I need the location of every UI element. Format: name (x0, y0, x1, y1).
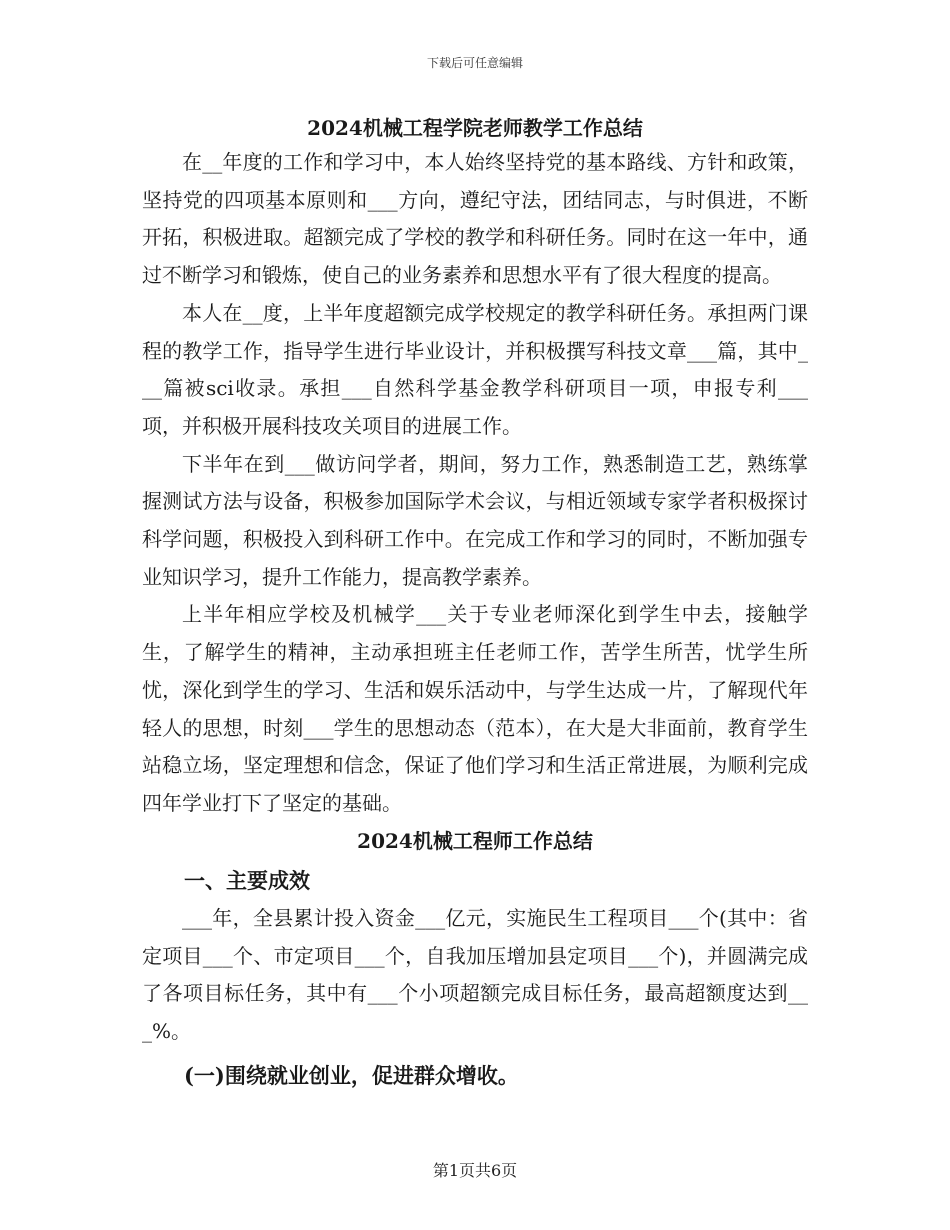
paragraph-4: 上半年相应学校及机械学___关于专业老师深化到学生中去，接触学生，了解学生的精神，主动承担班主任老师工作，苦学生所苦，忧学生所忧，深化到学生的学习、生活和娱乐活动中，与学生达成一片，了解现代年轻人的思想，时刻___学生的思想动态（范本），在大是大非面前，教育学生站稳立场，坚定理想和信念，保证了他们学习和生活正常进展，为顺利完成四年学业打下了坚定的基础。 (142, 602, 808, 815)
paragraph-2: 本人在__度，上半年度超额完成学校规定的教学科研任务。承担两门课程的教学工作，指导学生进行毕业设计，并积极撰写科技文章___篇，其中___篇被sci收录。承担___自然科学基金教学科研项目一项，申报专利___项，并积极开展科技攻关项目的进展工作。 (142, 300, 808, 438)
header-note: 下载后可任意编辑 (426, 56, 523, 70)
document-body (142, 112, 808, 1095)
page-footer: 第1页共6页 (432, 1161, 518, 1180)
document-title: 2024机械工程学院老师教学工作总结 (307, 116, 643, 140)
paragraph-3: 下半年在到___做访问学者，期间，努力工作，熟悉制造工艺，熟练掌握测试方法与设备，积极参加国际学术会议，与相近领域专家学者积极探讨科学问题，积极投入到科研工作中。在完成工作和学习的同时，不断加强专业知识学习，提升工作能力，提高教学素养。 (142, 451, 808, 589)
paragraph-1: 在__年度的工作和学习中，本人始终坚持党的基本路线、方针和政策，坚持党的四项基本原则和___方向，遵纪守法，团结同志，与时俱进，不断开拓，积极进取。超额完成了学校的教学和科研任务。同时在这一年中，通过不断学习和锻炼，使自己的业务素养和思想水平有了很大程度的提高。 (142, 150, 808, 288)
paragraph-5: ___年，全县累计投入资金___亿元，实施民生工程项目___个(其中：省定项目___个、市定项目___个，自我加压增加县定项目___个)，并圆满完成了各项目标任务，其中有___个小项超额完成目标任务，最高超额度达到___%。 (142, 906, 808, 1044)
heading-main-results: 一、主要成效 (184, 868, 310, 894)
section-title: 2024机械工程师工作总结 (357, 828, 593, 853)
heading-employment: (一)围绕就业创业，促进群众增收。 (184, 1062, 519, 1088)
